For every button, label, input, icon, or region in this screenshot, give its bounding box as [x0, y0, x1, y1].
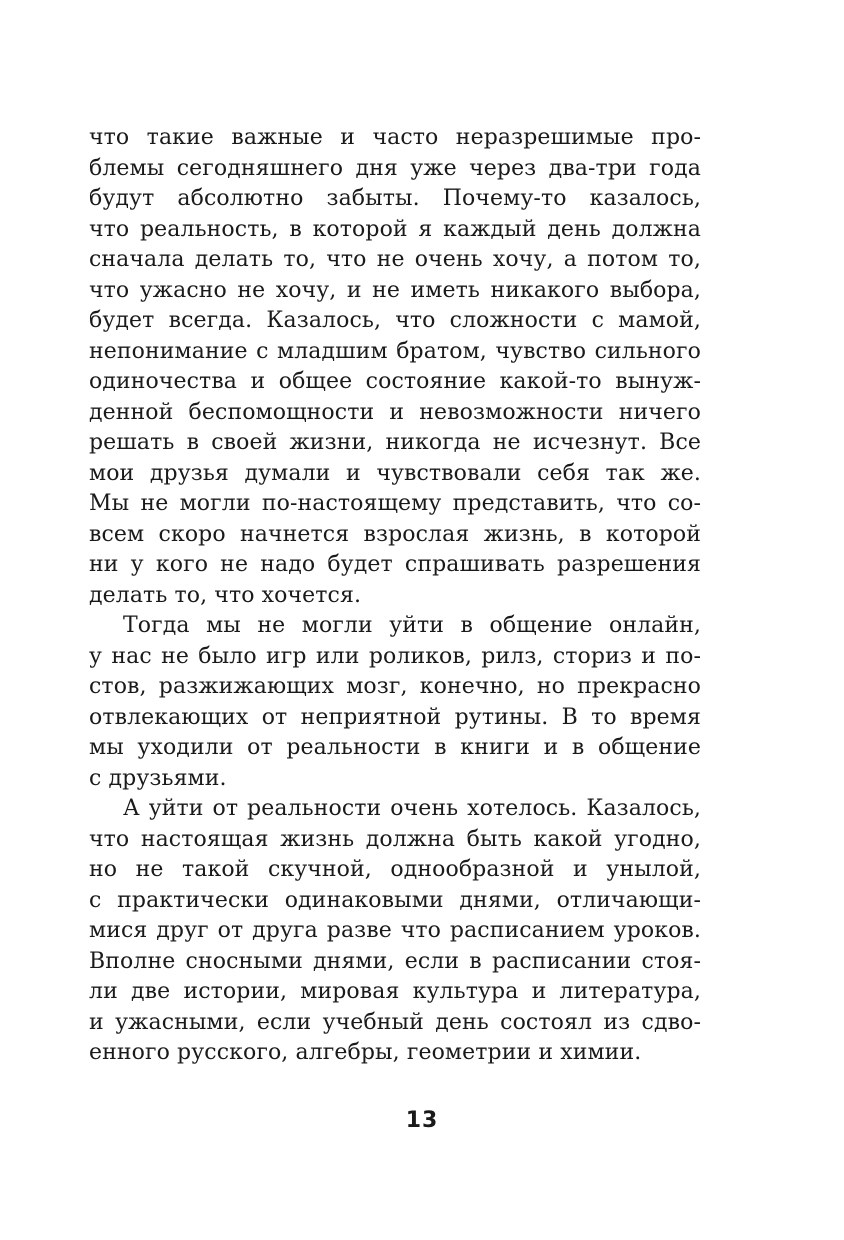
- page-number: 13: [405, 1108, 439, 1133]
- text-line: стов, разжижающих мозг, конечно, но прекрасно: [89, 674, 701, 699]
- text-line: мои друзья думали и чувствовали себя так же.: [89, 460, 701, 486]
- paragraph: [89, 611, 701, 794]
- text-line: что настоящая жизнь должна быть какой угодно,: [89, 826, 701, 852]
- text-line: непонимание с младшим братом, чувство сильного: [89, 338, 701, 364]
- text-line: с друзьями.: [89, 765, 227, 791]
- text-line: А уйти от реальности очень хотелось. Казалось,: [123, 796, 701, 821]
- text-line: денной беспомощности и невозможности ничего: [89, 399, 701, 425]
- text-line: блемы сегодняшнего дня уже через два-три года: [89, 155, 701, 181]
- text-line: отвлекающих от неприятной рутины. В то время: [89, 704, 701, 730]
- text-line: с практически одинаковыми днями, отличающи-: [89, 887, 701, 913]
- text-line: что ужасно не хочу, и не иметь никакого выбора,: [89, 277, 701, 303]
- text-line: что такие важные и часто неразрешимые про-: [89, 125, 701, 150]
- text-line: всем скоро начнется взрослая жизнь, в которой: [89, 521, 701, 547]
- text-line: будет всегда. Казалось, что сложности с мамой,: [89, 308, 701, 333]
- text-line: но не такой скучной, однообразной и унылой,: [89, 857, 701, 882]
- text-line: енного русского, алгебры, геометрии и химии.: [89, 1040, 642, 1065]
- text-line: одиночества и общее состояние какой-то вынуж-: [89, 369, 701, 394]
- text-line: делать то, что хочется.: [89, 582, 362, 608]
- text-line: мы уходили от реальности в книги и в общение: [89, 735, 701, 760]
- text-line: мися друг от друга разве что расписанием уроков.: [89, 918, 701, 943]
- text-line: ли две истории, мировая культура и литература,: [89, 979, 701, 1004]
- text-line: у нас не было игр или роликов, рилз, сториз и по-: [89, 643, 701, 669]
- paragraph: [89, 794, 701, 1069]
- text-line: Тогда мы не могли уйти в общение онлайн,: [123, 613, 701, 638]
- text-line: и ужасными, если учебный день состоял из сдво-: [89, 1009, 701, 1035]
- text-line: решать в своей жизни, никогда не исчезнут. Все: [89, 430, 701, 455]
- text-line: что реальность, в которой я каждый день должна: [89, 216, 701, 242]
- body-text: [89, 123, 701, 1069]
- paragraph: [89, 123, 701, 611]
- text-line: Вполне сносными днями, если в расписании стоя-: [89, 948, 701, 974]
- text-line: ни у кого не надо будет спрашивать разрешения: [89, 552, 701, 577]
- text-line: будут абсолютно забыты. Почему-то казалось,: [89, 186, 701, 211]
- text-line: Мы не могли по-настоящему представить, что со-: [89, 491, 701, 516]
- text-line: сначала делать то, что не очень хочу, а потом то,: [89, 247, 701, 272]
